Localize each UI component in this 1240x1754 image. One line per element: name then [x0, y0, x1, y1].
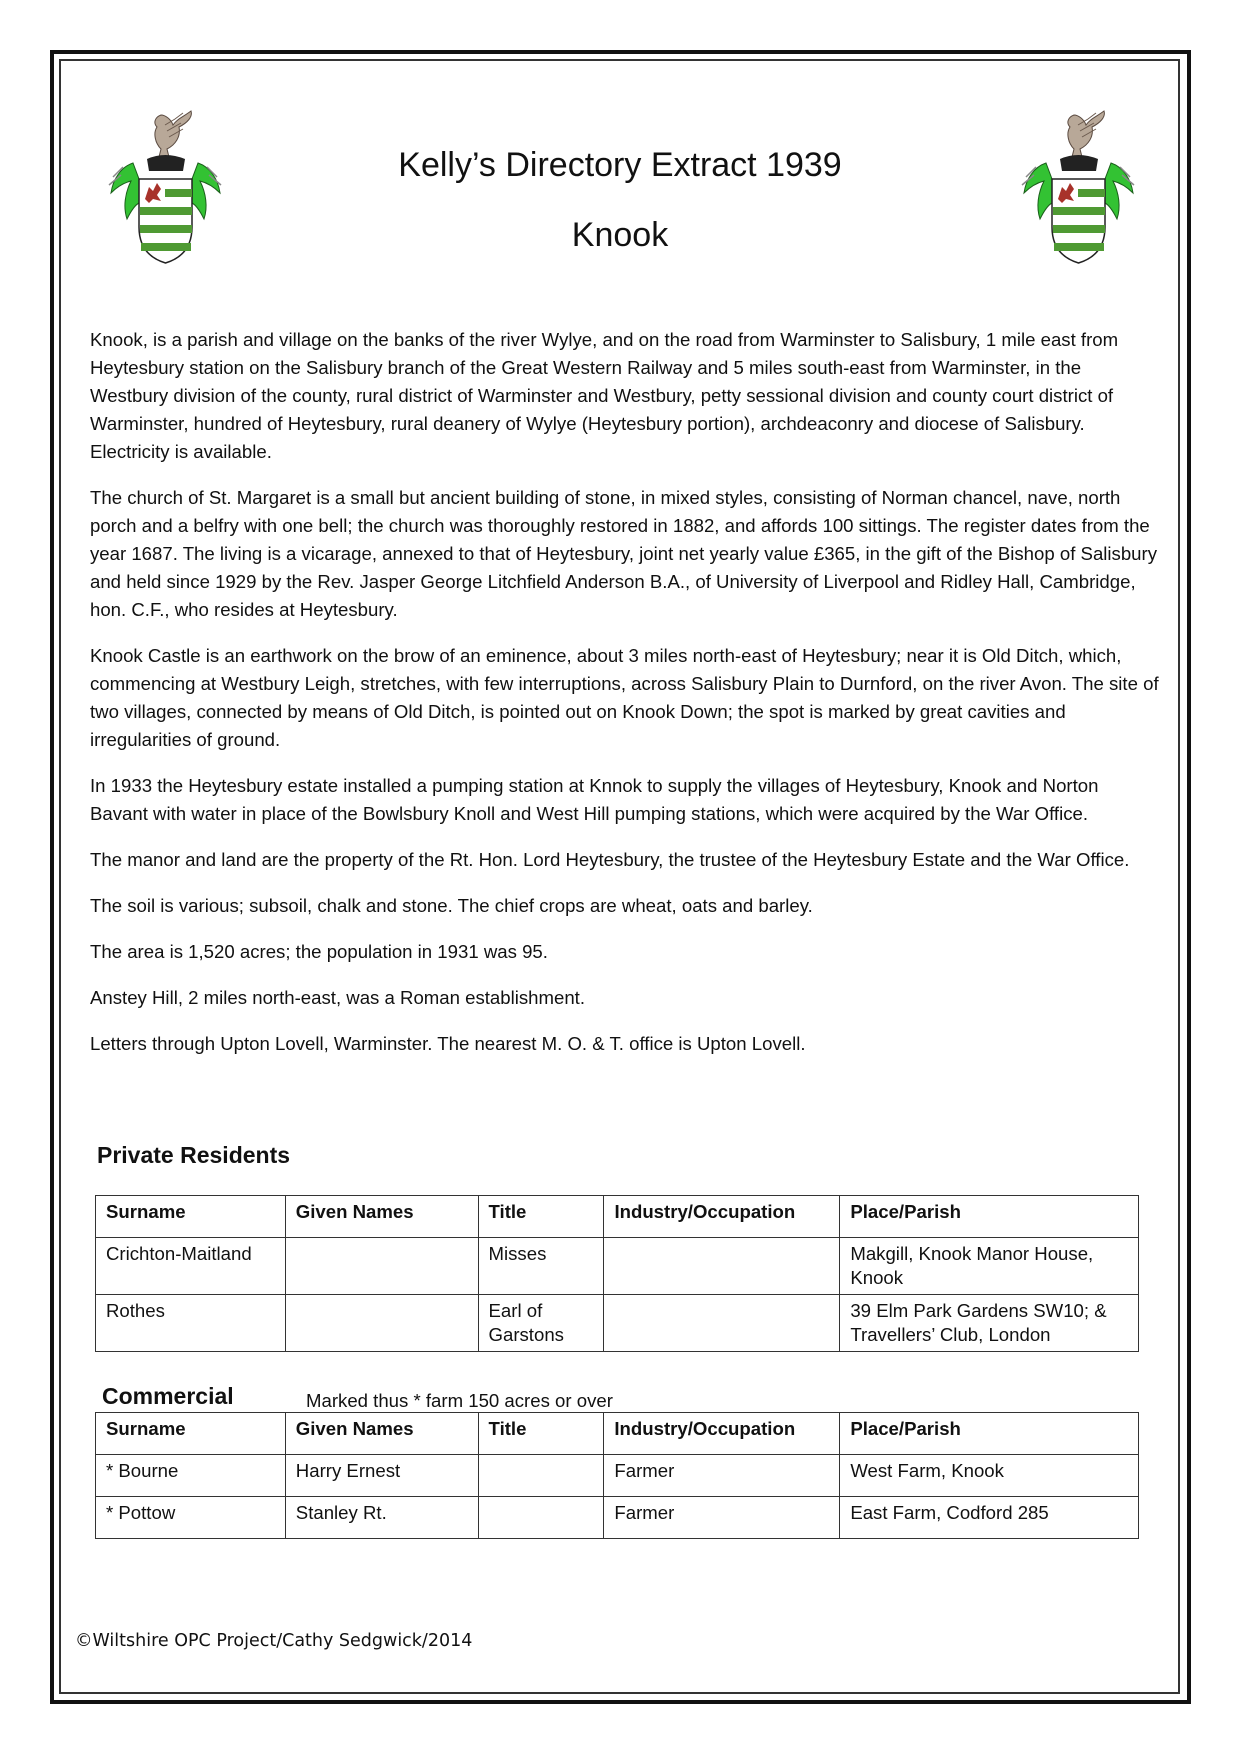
cell-title	[478, 1497, 604, 1539]
column-header-surname: Surname	[96, 1196, 286, 1238]
cell-place: Makgill, Knook Manor House, Knook	[840, 1238, 1139, 1295]
coat-of-arms-icon	[1016, 107, 1141, 267]
cell-place: West Farm, Knook	[840, 1455, 1139, 1497]
column-header-given-names: Given Names	[285, 1413, 478, 1455]
cell-given-names	[285, 1295, 478, 1352]
cell-title: Misses	[478, 1238, 604, 1295]
table-row	[96, 1238, 1139, 1295]
liver-bird-crest-icon	[1068, 111, 1104, 157]
column-header-surname: Surname	[96, 1413, 286, 1455]
column-header-given-names: Given Names	[285, 1196, 478, 1238]
table-row	[96, 1455, 1139, 1497]
column-header-occupation: Industry/Occupation	[604, 1196, 840, 1238]
directory-body	[90, 326, 1160, 1076]
private-residents-heading: Private Residents	[97, 1142, 291, 1168]
paragraph-soil: The soil is various; subsoil, chalk and stone. The chief crops are wheat, oats and barley.	[90, 895, 813, 916]
column-header-place: Place/Parish	[840, 1413, 1139, 1455]
cell-occupation	[604, 1238, 840, 1295]
cell-surname: Crichton-Maitland	[96, 1238, 286, 1295]
commercial-table	[95, 1412, 1139, 1539]
cell-given-names: Stanley Rt.	[285, 1497, 478, 1539]
cell-surname: Rothes	[96, 1295, 286, 1352]
cell-title: Earl of Garstons	[478, 1295, 604, 1352]
table-header-row	[96, 1413, 1139, 1455]
paragraph-manor: The manor and land are the property of the Rt. Hon. Lord Heytesbury, the trustee of the Heytesbury Estate and the War Office.	[90, 849, 1130, 870]
column-header-title: Title	[478, 1413, 604, 1455]
cell-place: 39 Elm Park Gardens SW10; & Travellers’ Club, London	[840, 1295, 1139, 1352]
shield-icon	[1052, 179, 1105, 263]
column-header-place: Place/Parish	[840, 1196, 1139, 1238]
paragraph-church: The church of St. Margaret is a small but ancient building of stone, in mixed styles, consisting of Norman chancel, nave, north porch and a belfry with one bell; the church was thoroughly restored in 1882, and affords 100 sittings. The register dates from the year 1687. The living is a vicarage, annexed to that of Heytesbury, joint net yearly value £365, in the gift of the Bishop of Salisbury and held since 1929 by the Rev. Jasper George Litchfield Anderson B.A., of University of Liverpool and Ridley Hall, Cambridge, hon. C.F., who resides at Heytesbury.	[90, 487, 1158, 620]
table-row	[96, 1295, 1139, 1352]
paragraph-pumping-station: In 1933 the Heytesbury estate installed a pumping station at Knnok to supply the villages of Heytesbury, Knook and Norton Bavant with water in place of the Bowlsbury Knoll and West Hill pumping stations, which were acquired by the War Office.	[90, 775, 1099, 824]
cell-surname: * Pottow	[96, 1497, 286, 1539]
cell-given-names	[285, 1238, 478, 1295]
paragraph-castle: Knook Castle is an earthwork on the brow of an eminence, about 3 miles north-east of Heytesbury; near it is Old Ditch, which, commencing at Westbury Leigh, stretches, with few interruptions, across Salisbury Plain to Durnford, on the river Avon. The site of two villages, connected by means of Old Ditch, is pointed out on Knook Down; the spot is marked by great cavities and irregularities of ground.	[90, 645, 1159, 750]
column-header-title: Title	[478, 1196, 604, 1238]
cell-given-names: Harry Ernest	[285, 1455, 478, 1497]
commercial-heading: Commercial	[102, 1383, 234, 1409]
cell-occupation	[604, 1295, 840, 1352]
cell-occupation: Farmer	[604, 1497, 840, 1539]
copyright-footer: ©Wiltshire OPC Project/Cathy Sedgwick/2014	[75, 1631, 473, 1651]
cell-surname: * Bourne	[96, 1455, 286, 1497]
table-row	[96, 1497, 1139, 1539]
document-title: Kelly’s Directory Extract 1939	[398, 146, 842, 184]
paragraph-letters: Letters through Upton Lovell, Warminster. The nearest M. O. & T. office is Upton Lovell.	[90, 1033, 806, 1054]
paragraph-parish: Knook, is a parish and village on the banks of the river Wylye, and on the road from Warminster to Salisbury, 1 mile east from Heytesbury station on the Salisbury branch of the Great Western Railway and 5 miles south-east from Warminster, in the Westbury division of the county, rural district of Warminster and Westbury, petty sessional division and county court district of Warminster, hundred of Heytesbury, rural deanery of Wylye (Heytesbury portion), archdeaconry and diocese of Salisbury. Electricity is available.	[90, 329, 1119, 462]
paragraph-anstey-hill: Anstey Hill, 2 miles north-east, was a Roman establishment.	[90, 987, 586, 1008]
paragraph-area: The area is 1,520 acres; the population in 1931 was 95.	[90, 941, 548, 962]
cell-title	[478, 1455, 604, 1497]
table-header-row	[96, 1196, 1139, 1238]
place-title: Knook	[571, 216, 669, 254]
cell-place: East Farm, Codford 285	[840, 1497, 1139, 1539]
commercial-note: Marked thus * farm 150 acres or over	[306, 1390, 613, 1411]
cell-occupation: Farmer	[604, 1455, 840, 1497]
column-header-occupation: Industry/Occupation	[604, 1413, 840, 1455]
private-residents-table	[95, 1195, 1139, 1352]
